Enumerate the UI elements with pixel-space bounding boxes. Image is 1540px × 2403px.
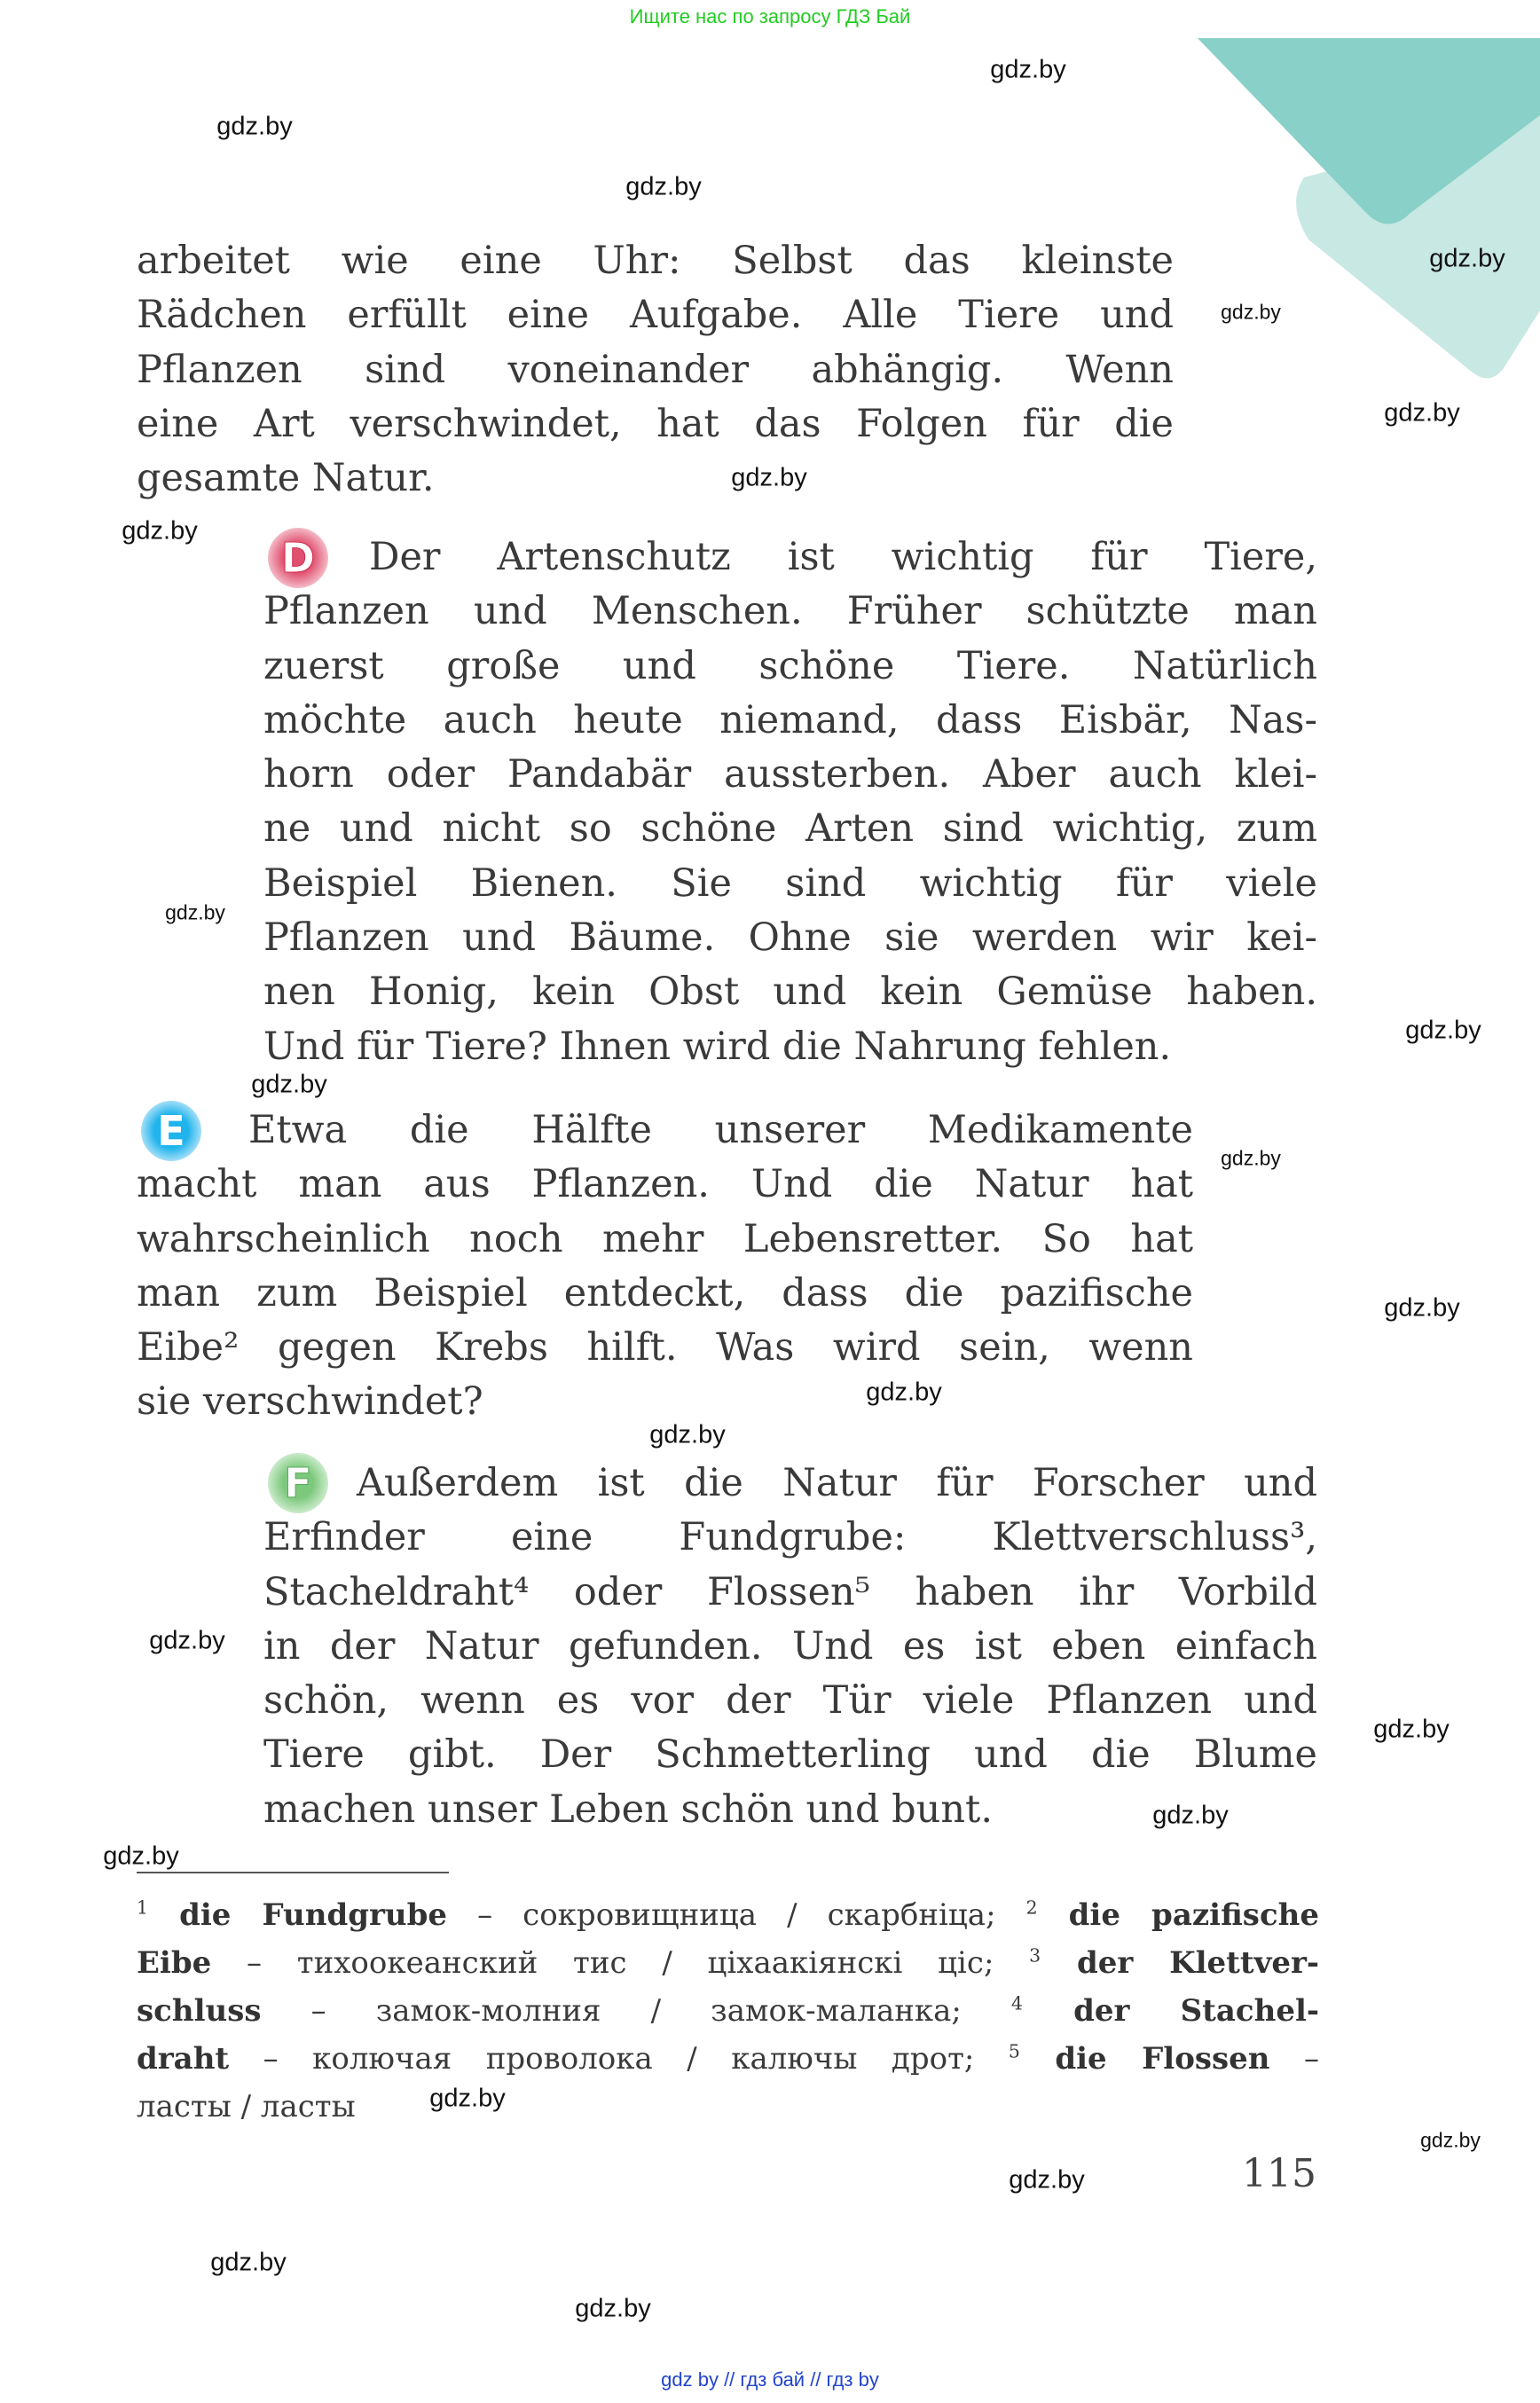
text-line: wahrscheinlich noch mehr Lebensretter. So hat [137,1216,1193,1261]
text-line: möchte auch heute niemand, dass Eisbär, Nas- [263,697,1317,742]
text-line: zuerst große und schöne Tiere. Natürlich [263,643,1317,688]
text-line: in der Natur gefunden. Und es ist eben einfach [263,1623,1317,1669]
footnote-number: 2 [1025,1896,1038,1919]
watermark: gdz.by [649,1420,726,1449]
text-line: nen Honig, kein Obst und kein Gemüse haben. [263,970,1317,1015]
paragraph-d [263,530,1317,1074]
footnote-divider [137,1872,449,1873]
text-line: Stacheldraht⁴ oder Flossen⁵ haben ihr Vorbild [263,1569,1317,1614]
footnote-term: Eibe [137,1945,212,1981]
text-line: man zum Beispiel entdeckt, dass die pazifische [137,1270,1193,1315]
text-line: sie verschwindet? [137,1379,483,1425]
text-line: Etwa die Hälfte unserer Medikamente [248,1108,1193,1152]
footnote-number: 4 [1011,1992,1023,2014]
watermark: gdz.by [866,1378,942,1407]
paragraph-intro [137,234,1174,506]
watermark: gdz.by [103,1842,179,1871]
text-line: eine Art verschwindet, hat das Folgen für die [137,401,1174,446]
watermark: gdz.by [1009,2165,1085,2195]
footnote-number: 3 [1029,1944,1041,1967]
watermark: gdz.by [210,2248,287,2277]
text-line: machen unser Leben schön und bunt. [263,1787,993,1832]
watermark: gdz.by [1384,398,1460,428]
watermark: gdz.by [1420,2128,1481,2152]
watermark: gdz.by [216,112,293,141]
watermark: gdz.by [149,1626,225,1655]
footnotes [137,1891,1319,2131]
footnote-term: die pazifische [1037,1897,1319,1933]
footnote-line [137,1891,1319,1939]
top-search-banner[interactable]: Ищите нас по запросу ГДЗ Бай [629,5,911,27]
text-line: Und für Tiere? Ihnen wird die Nahrung fehlen. [263,1024,1172,1069]
text-line: Pflanzen und Menschen. Früher schützte man [263,589,1317,634]
badge-f-letter: F [284,1459,312,1507]
footnote-line [137,1939,1319,1987]
footnote-number: 5 [1008,2040,1020,2062]
text-line: ne und nicht so schöne Arten sind wichtig, zum [263,806,1317,852]
text-line: Pflanzen sind voneinander abhängig. Wenn [137,347,1174,392]
text-line: Außerdem ist die Natur für Forscher und [357,1461,1317,1505]
text-line: Der Artenschutz ist wichtig für Tiere, [369,535,1317,579]
footnote-term: schluss [137,1993,262,2029]
text-line: horn oder Pandabär aussterben. Aber auch klei- [263,752,1317,797]
badge-e-letter: E [157,1107,185,1155]
text-line: schön, wenn es vor der Tür viele Pflanzen und [263,1678,1317,1724]
footnote-line [137,1987,1319,2035]
text-line: macht man aus Pflanzen. Und die Natur hat [137,1162,1193,1207]
text-line: Pflanzen und Bäume. Ohne sie werden wir kei- [263,915,1317,961]
text-line: arbeitet wie eine Uhr: Selbst das kleinste [137,239,1174,283]
text-line: Erfinder eine Fundgrube: Klettverschluss³, [263,1515,1317,1560]
watermark: gdz.by [731,463,807,492]
bottom-links-banner[interactable]: gdz by // гдз бай // гдз by [661,2368,879,2391]
corner-decoration [1189,35,1540,381]
watermark: gdz.by [165,900,225,924]
paragraph-f [263,1457,1317,1837]
footnote-term: der Stachel- [1022,1993,1319,2029]
footnote-term: draht [137,2041,230,2077]
watermark: gdz.by [990,55,1066,84]
watermark: gdz.by [625,172,702,201]
watermark: gdz.by [251,1070,327,1099]
watermark: gdz.by [1152,1801,1229,1830]
page-number: 115 [1242,2151,1316,2196]
text-line: gesamte Natur. [137,456,435,501]
watermark: gdz.by [429,2084,506,2113]
text-line: Rädchen erfüllt eine Aufgabe. Alle Tiere und [137,293,1174,338]
badge-d-letter: D [280,534,316,582]
footnote-term: die Fundgrube [147,1897,448,1933]
text-line: Eibe² gegen Krebs hilft. Was wird sein, wenn [137,1325,1193,1370]
watermark: gdz.by [1221,300,1281,324]
watermark: gdz.by [122,516,198,546]
footnote-line [137,2083,1319,2131]
footnote-number: 1 [137,1896,148,1919]
paragraph-e [137,1103,1193,1430]
text-line: Beispiel Bienen. Sie sind wichtig für viele [263,860,1317,906]
footnote-translation: ласты / ласты [137,2089,356,2124]
watermark: gdz.by [1221,1146,1281,1170]
text-line: Tiere gibt. Der Schmetterling und die Blume [263,1732,1317,1778]
footnote-translation: – замок-молния / замок-маланка; [261,1993,1011,2029]
watermark: gdz.by [1384,1293,1460,1323]
watermark: gdz.by [1373,1715,1450,1744]
footnote-translation: – колючая проволока / калючы дрот; [229,2041,1009,2077]
watermark: gdz.by [1405,1016,1481,1045]
footnote-term: der Klettver- [1041,1945,1319,1981]
footnote-line [137,2035,1319,2083]
footnote-translation: – тихоокеанский тис / ціхаакіянскі ціс; [211,1945,1030,1981]
watermark: gdz.by [1429,244,1505,273]
watermark: gdz.by [575,2294,651,2323]
footnote-term: die Flossen [1019,2041,1270,2077]
footnote-translation: – [1269,2041,1320,2077]
footnote-translation: – сокровищница / скарбніца; [447,1897,1026,1933]
